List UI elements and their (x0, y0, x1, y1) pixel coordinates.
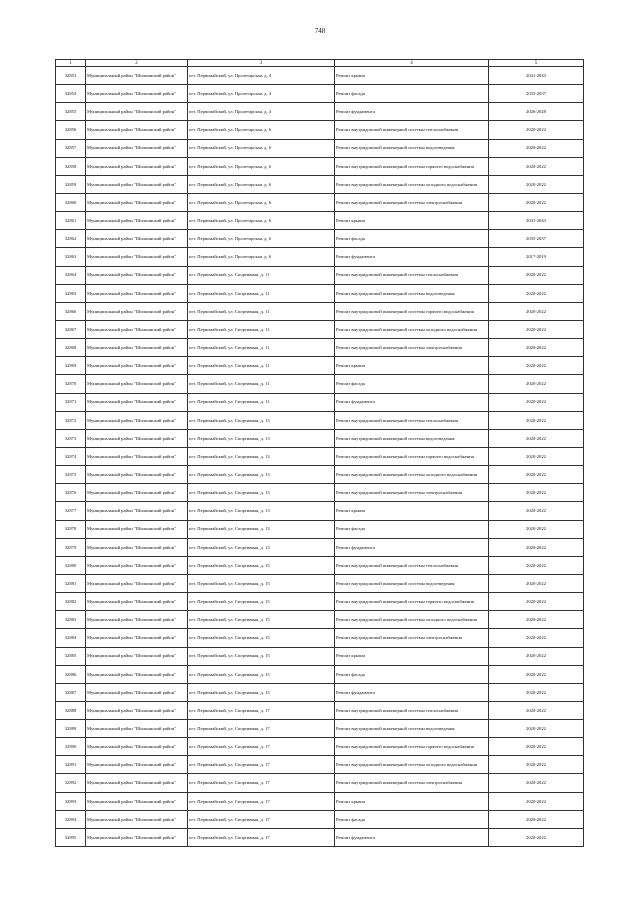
table-row (56, 611, 584, 629)
work-type-cell: Ремонт крыши (335, 67, 489, 85)
address-cell: пгт. Первомайский, ул. Пролетарская, д. 4 (188, 67, 335, 85)
period-cell: 2020-2022 (489, 320, 584, 338)
row-number-cell: 32890 (56, 738, 86, 756)
repair-schedule-table (55, 59, 584, 847)
table-row (56, 411, 584, 429)
row-number-cell: 32889 (56, 720, 86, 738)
work-type-cell: Ремонт внутридомовой инженерной системы электроснабжения (335, 774, 489, 792)
column-header: 1 (56, 60, 86, 67)
period-cell: 2020-2022 (489, 701, 584, 719)
municipality-cell: Муниципальный район "Шилкинский район" (86, 157, 188, 175)
work-type-cell: Ремонт фасада (335, 375, 489, 393)
table-row (56, 429, 584, 447)
work-type-cell: Ремонт фасада (335, 85, 489, 103)
municipality-cell: Муниципальный район "Шилкинский район" (86, 411, 188, 429)
address-cell: пгт. Первомайский, ул. Пролетарская, д. 6 (188, 157, 335, 175)
table-row (56, 357, 584, 375)
address-cell: пгт. Первомайский, ул. Спортивная, д. 15 (188, 556, 335, 574)
address-cell: пгт. Первомайский, ул. Спортивная, д. 15 (188, 593, 335, 611)
work-type-cell: Ремонт внутридомовой инженерной системы электроснабжения (335, 629, 489, 647)
table-row (56, 67, 584, 85)
address-cell: пгт. Первомайский, ул. Спортивная, д. 13 (188, 520, 335, 538)
period-cell: 2020-2022 (489, 157, 584, 175)
work-type-cell: Ремонт внутридомовой инженерной системы холодного водоснабжения (335, 611, 489, 629)
municipality-cell: Муниципальный район "Шилкинский район" (86, 302, 188, 320)
municipality-cell: Муниципальный район "Шилкинский район" (86, 611, 188, 629)
address-cell: пгт. Первомайский, ул. Спортивная, д. 17 (188, 810, 335, 828)
work-type-cell: Ремонт внутридомовой инженерной системы горячего водоснабжения (335, 447, 489, 465)
period-cell: 2020-2022 (489, 466, 584, 484)
address-cell: пгт. Первомайский, ул. Спортивная, д. 17 (188, 828, 335, 846)
period-cell: 2020-2022 (489, 756, 584, 774)
period-cell: 2020-2022 (489, 556, 584, 574)
work-type-cell: Ремонт крыши (335, 647, 489, 665)
address-cell: пгт. Первомайский, ул. Спортивная, д. 17 (188, 756, 335, 774)
table-row (56, 175, 584, 193)
municipality-cell: Муниципальный район "Шилкинский район" (86, 121, 188, 139)
column-header: 2 (86, 60, 188, 67)
row-number-cell: 32887 (56, 683, 86, 701)
work-type-cell: Ремонт внутридомовой инженерной системы теплоснабжения (335, 411, 489, 429)
row-number-cell: 32880 (56, 556, 86, 574)
row-number-cell: 32871 (56, 393, 86, 411)
municipality-cell: Муниципальный район "Шилкинский район" (86, 810, 188, 828)
work-type-cell: Ремонт внутридомовой инженерной системы теплоснабжения (335, 556, 489, 574)
table-row (56, 103, 584, 121)
table-row (56, 447, 584, 465)
table-row (56, 647, 584, 665)
row-number-cell: 32857 (56, 139, 86, 157)
row-number-cell: 32854 (56, 85, 86, 103)
period-cell: 2020-2022 (489, 810, 584, 828)
column-header: 3 (188, 60, 335, 67)
municipality-cell: Муниципальный район "Шилкинский район" (86, 574, 188, 592)
municipality-cell: Муниципальный район "Шилкинский район" (86, 792, 188, 810)
work-type-cell: Ремонт внутридомовой инженерной системы теплоснабжения (335, 266, 489, 284)
address-cell: пгт. Первомайский, ул. Спортивная, д. 17 (188, 792, 335, 810)
table-row (56, 738, 584, 756)
period-cell: 2020-2022 (489, 193, 584, 211)
work-type-cell: Ремонт внутридомовой инженерной системы горячего водоснабжения (335, 593, 489, 611)
period-cell: 2020-2022 (489, 411, 584, 429)
municipality-cell: Муниципальный район "Шилкинский район" (86, 339, 188, 357)
address-cell: пгт. Первомайский, ул. Пролетарская, д. 6 (188, 248, 335, 266)
row-number-cell: 32877 (56, 502, 86, 520)
period-cell: 2020-2022 (489, 629, 584, 647)
municipality-cell: Муниципальный район "Шилкинский район" (86, 393, 188, 411)
address-cell: пгт. Первомайский, ул. Пролетарская, д. 6 (188, 212, 335, 230)
address-cell: пгт. Первомайский, ул. Спортивная, д. 17 (188, 701, 335, 719)
period-cell: 2020-2022 (489, 121, 584, 139)
address-cell: пгт. Первомайский, ул. Спортивная, д. 13 (188, 538, 335, 556)
work-type-cell: Ремонт фундамента (335, 248, 489, 266)
municipality-cell: Муниципальный район "Шилкинский район" (86, 429, 188, 447)
table-row (56, 393, 584, 411)
work-type-cell: Ремонт внутридомовой инженерной системы водоотведения (335, 720, 489, 738)
period-cell: 2020-2022 (489, 720, 584, 738)
address-cell: пгт. Первомайский, ул. Спортивная, д. 15 (188, 683, 335, 701)
row-number-cell: 32895 (56, 828, 86, 846)
address-cell: пгт. Первомайский, ул. Спортивная, д. 15 (188, 629, 335, 647)
address-cell: пгт. Первомайский, ул. Пролетарская, д. 6 (188, 230, 335, 248)
work-type-cell: Ремонт внутридомовой инженерной системы электроснабжения (335, 193, 489, 211)
municipality-cell: Муниципальный район "Шилкинский район" (86, 683, 188, 701)
address-cell: пгт. Первомайский, ул. Пролетарская, д. 6 (188, 175, 335, 193)
municipality-cell: Муниципальный район "Шилкинский район" (86, 248, 188, 266)
work-type-cell: Ремонт фундамента (335, 393, 489, 411)
row-number-cell: 32858 (56, 157, 86, 175)
municipality-cell: Муниципальный район "Шилкинский район" (86, 139, 188, 157)
period-cell: 2020-2022 (489, 828, 584, 846)
address-cell: пгт. Первомайский, ул. Спортивная, д. 11 (188, 393, 335, 411)
table-row (56, 121, 584, 139)
municipality-cell: Муниципальный район "Шилкинский район" (86, 484, 188, 502)
period-cell: 2020-2022 (489, 175, 584, 193)
work-type-cell: Ремонт внутридомовой инженерной системы холодного водоснабжения (335, 466, 489, 484)
row-number-cell: 32867 (56, 320, 86, 338)
address-cell: пгт. Первомайский, ул. Спортивная, д. 15 (188, 647, 335, 665)
table-row (56, 810, 584, 828)
period-cell: 2020-2022 (489, 538, 584, 556)
municipality-cell: Муниципальный район "Шилкинский район" (86, 212, 188, 230)
table-row (56, 665, 584, 683)
row-number-cell: 32862 (56, 230, 86, 248)
address-cell: пгт. Первомайский, ул. Спортивная, д. 11 (188, 266, 335, 284)
municipality-cell: Муниципальный район "Шилкинский район" (86, 357, 188, 375)
address-cell: пгт. Первомайский, ул. Спортивная, д. 11 (188, 320, 335, 338)
work-type-cell: Ремонт крыши (335, 792, 489, 810)
work-type-cell: Ремонт фасада (335, 230, 489, 248)
row-number-cell: 32866 (56, 302, 86, 320)
table-row (56, 538, 584, 556)
table-row (56, 484, 584, 502)
table-row (56, 284, 584, 302)
work-type-cell: Ремонт внутридомовой инженерной системы горячего водоснабжения (335, 738, 489, 756)
row-number-cell: 32861 (56, 212, 86, 230)
work-type-cell: Ремонт внутридомовой инженерной системы водоотведения (335, 139, 489, 157)
municipality-cell: Муниципальный район "Шилкинский район" (86, 447, 188, 465)
period-cell: 2020-2022 (489, 792, 584, 810)
municipality-cell: Муниципальный район "Шилкинский район" (86, 103, 188, 121)
municipality-cell: Муниципальный район "Шилкинский район" (86, 774, 188, 792)
address-cell: пгт. Первомайский, ул. Спортивная, д. 13 (188, 484, 335, 502)
municipality-cell: Муниципальный район "Шилкинский район" (86, 502, 188, 520)
table-row (56, 339, 584, 357)
table-row (56, 139, 584, 157)
table-row (56, 502, 584, 520)
municipality-cell: Муниципальный район "Шилкинский район" (86, 320, 188, 338)
table-row (56, 212, 584, 230)
address-cell: пгт. Первомайский, ул. Пролетарская, д. 4 (188, 103, 335, 121)
period-cell: 2020-2022 (489, 302, 584, 320)
row-number-cell: 32860 (56, 193, 86, 211)
address-cell: пгт. Первомайский, ул. Пролетарская, д. 6 (188, 139, 335, 157)
municipality-cell: Муниципальный район "Шилкинский район" (86, 701, 188, 719)
address-cell: пгт. Первомайский, ул. Спортивная, д. 11 (188, 284, 335, 302)
row-number-cell: 32874 (56, 447, 86, 465)
address-cell: пгт. Первомайский, ул. Спортивная, д. 15 (188, 574, 335, 592)
work-type-cell: Ремонт внутридомовой инженерной системы электроснабжения (335, 339, 489, 357)
municipality-cell: Муниципальный район "Шилкинский район" (86, 193, 188, 211)
table-row (56, 375, 584, 393)
period-cell: 2020-2022 (489, 738, 584, 756)
table-row (56, 828, 584, 846)
work-type-cell: Ремонт внутридомовой инженерной системы водоотведения (335, 429, 489, 447)
page-number: 748 (314, 27, 326, 35)
period-cell: 2041-2043 (489, 67, 584, 85)
row-number-cell: 32870 (56, 375, 86, 393)
table-row (56, 320, 584, 338)
row-number-cell: 32892 (56, 774, 86, 792)
row-number-cell: 32865 (56, 284, 86, 302)
table-row (56, 701, 584, 719)
row-number-cell: 32863 (56, 248, 86, 266)
work-type-cell: Ремонт внутридомовой инженерной системы горячего водоснабжения (335, 157, 489, 175)
municipality-cell: Муниципальный район "Шилкинский район" (86, 230, 188, 248)
work-type-cell: Ремонт фундамента (335, 828, 489, 846)
table-row (56, 756, 584, 774)
period-cell: 2017-2019 (489, 248, 584, 266)
work-type-cell: Ремонт внутридомовой инженерной системы горячего водоснабжения (335, 302, 489, 320)
municipality-cell: Муниципальный район "Шилкинский район" (86, 284, 188, 302)
row-number-cell: 32859 (56, 175, 86, 193)
address-cell: пгт. Первомайский, ул. Спортивная, д. 11 (188, 357, 335, 375)
row-number-cell: 32891 (56, 756, 86, 774)
address-cell: пгт. Первомайский, ул. Пролетарская, д. 6 (188, 121, 335, 139)
table-row (56, 248, 584, 266)
row-number-cell: 32893 (56, 792, 86, 810)
address-cell: пгт. Первомайский, ул. Спортивная, д. 11 (188, 339, 335, 357)
row-number-cell: 32884 (56, 629, 86, 647)
municipality-cell: Муниципальный район "Шилкинский район" (86, 647, 188, 665)
municipality-cell: Муниципальный район "Шилкинский район" (86, 375, 188, 393)
period-cell: 2020-2022 (489, 593, 584, 611)
work-type-cell: Ремонт внутридомовой инженерной системы холодного водоснабжения (335, 175, 489, 193)
row-number-cell: 32856 (56, 121, 86, 139)
table-body (56, 67, 584, 847)
work-type-cell: Ремонт фундамента (335, 538, 489, 556)
address-cell: пгт. Первомайский, ул. Спортивная, д. 13 (188, 447, 335, 465)
period-cell: 2020-2022 (489, 665, 584, 683)
municipality-cell: Муниципальный район "Шилкинский район" (86, 720, 188, 738)
row-number-cell: 32885 (56, 647, 86, 665)
work-type-cell: Ремонт внутридомовой инженерной системы водоотведения (335, 574, 489, 592)
row-number-cell: 32878 (56, 520, 86, 538)
row-number-cell: 32876 (56, 484, 86, 502)
period-cell: 2020-2022 (489, 357, 584, 375)
municipality-cell: Муниципальный район "Шилкинский район" (86, 538, 188, 556)
period-cell: 2020-2022 (489, 520, 584, 538)
period-cell: 2035-2037 (489, 230, 584, 248)
table-row (56, 466, 584, 484)
table-row (56, 720, 584, 738)
row-number-cell: 32879 (56, 538, 86, 556)
table-row (56, 774, 584, 792)
table-row (56, 683, 584, 701)
row-number-cell: 32873 (56, 429, 86, 447)
address-cell: пгт. Первомайский, ул. Спортивная, д. 13 (188, 429, 335, 447)
row-number-cell: 32886 (56, 665, 86, 683)
work-type-cell: Ремонт фасада (335, 665, 489, 683)
address-cell: пгт. Первомайский, ул. Спортивная, д. 15 (188, 665, 335, 683)
municipality-cell: Муниципальный район "Шилкинский район" (86, 665, 188, 683)
municipality-cell: Муниципальный район "Шилкинский район" (86, 175, 188, 193)
table-row (56, 629, 584, 647)
municipality-cell: Муниципальный район "Шилкинский район" (86, 466, 188, 484)
row-number-cell: 32888 (56, 701, 86, 719)
address-cell: пгт. Первомайский, ул. Спортивная, д. 13 (188, 411, 335, 429)
address-cell: пгт. Первомайский, ул. Пролетарская, д. 4 (188, 85, 335, 103)
municipality-cell: Муниципальный район "Шилкинский район" (86, 520, 188, 538)
address-cell: пгт. Первомайский, ул. Спортивная, д. 13 (188, 466, 335, 484)
address-cell: пгт. Первомайский, ул. Спортивная, д. 17 (188, 774, 335, 792)
column-header: 4 (335, 60, 489, 67)
table-row (56, 302, 584, 320)
municipality-cell: Муниципальный район "Шилкинский район" (86, 556, 188, 574)
work-type-cell: Ремонт внутридомовой инженерной системы теплоснабжения (335, 121, 489, 139)
period-cell: 2020-2022 (489, 502, 584, 520)
municipality-cell: Муниципальный район "Шилкинский район" (86, 67, 188, 85)
period-cell: 2020-2022 (489, 266, 584, 284)
row-number-cell: 32868 (56, 339, 86, 357)
table-row (56, 556, 584, 574)
period-cell: 2020-2022 (489, 284, 584, 302)
municipality-cell: Муниципальный район "Шилкинский район" (86, 629, 188, 647)
table-header-row (56, 60, 584, 67)
table-row (56, 157, 584, 175)
row-number-cell: 32869 (56, 357, 86, 375)
period-cell: 2020-2022 (489, 484, 584, 502)
work-type-cell: Ремонт внутридомовой инженерной системы холодного водоснабжения (335, 756, 489, 774)
address-cell: пгт. Первомайский, ул. Спортивная, д. 11 (188, 302, 335, 320)
municipality-cell: Муниципальный район "Шилкинский район" (86, 828, 188, 846)
column-header: 5 (489, 60, 584, 67)
row-number-cell: 32853 (56, 67, 86, 85)
period-cell: 2020-2022 (489, 375, 584, 393)
municipality-cell: Муниципальный район "Шилкинский район" (86, 85, 188, 103)
address-cell: пгт. Первомайский, ул. Спортивная, д. 15 (188, 611, 335, 629)
work-type-cell: Ремонт крыши (335, 212, 489, 230)
row-number-cell: 32882 (56, 593, 86, 611)
table-row (56, 520, 584, 538)
table-row (56, 85, 584, 103)
municipality-cell: Муниципальный район "Шилкинский район" (86, 593, 188, 611)
table-row (56, 230, 584, 248)
row-number-cell: 32881 (56, 574, 86, 592)
period-cell: 2020-2022 (489, 574, 584, 592)
period-cell: 2020-2022 (489, 393, 584, 411)
row-number-cell: 32883 (56, 611, 86, 629)
work-type-cell: Ремонт внутридомовой инженерной системы теплоснабжения (335, 701, 489, 719)
table-row (56, 266, 584, 284)
address-cell: пгт. Первомайский, ул. Спортивная, д. 17 (188, 738, 335, 756)
period-cell: 2020-2022 (489, 774, 584, 792)
row-number-cell: 32872 (56, 411, 86, 429)
period-cell: 2020-2022 (489, 447, 584, 465)
period-cell: 2035-2037 (489, 85, 584, 103)
work-type-cell: Ремонт фасада (335, 520, 489, 538)
period-cell: 2041-2043 (489, 212, 584, 230)
period-cell: 2026-2028 (489, 103, 584, 121)
work-type-cell: Ремонт крыши (335, 357, 489, 375)
table-row (56, 792, 584, 810)
municipality-cell: Муниципальный район "Шилкинский район" (86, 756, 188, 774)
municipality-cell: Муниципальный район "Шилкинский район" (86, 266, 188, 284)
municipality-cell: Муниципальный район "Шилкинский район" (86, 738, 188, 756)
work-type-cell: Ремонт фасада (335, 810, 489, 828)
period-cell: 2020-2022 (489, 611, 584, 629)
work-type-cell: Ремонт фундамента (335, 103, 489, 121)
address-cell: пгт. Первомайский, ул. Спортивная, д. 17 (188, 720, 335, 738)
work-type-cell: Ремонт крыши (335, 502, 489, 520)
period-cell: 2020-2022 (489, 647, 584, 665)
table-row (56, 593, 584, 611)
table-row (56, 193, 584, 211)
work-type-cell: Ремонт внутридомовой инженерной системы водоотведения (335, 284, 489, 302)
table-row (56, 574, 584, 592)
work-type-cell: Ремонт внутридомовой инженерной системы электроснабжения (335, 484, 489, 502)
work-type-cell: Ремонт внутридомовой инженерной системы холодного водоснабжения (335, 320, 489, 338)
row-number-cell: 32864 (56, 266, 86, 284)
period-cell: 2020-2022 (489, 339, 584, 357)
row-number-cell: 32894 (56, 810, 86, 828)
address-cell: пгт. Первомайский, ул. Спортивная, д. 13 (188, 502, 335, 520)
address-cell: пгт. Первомайский, ул. Спортивная, д. 11 (188, 375, 335, 393)
work-type-cell: Ремонт фундамента (335, 683, 489, 701)
row-number-cell: 32855 (56, 103, 86, 121)
period-cell: 2020-2022 (489, 139, 584, 157)
address-cell: пгт. Первомайский, ул. Пролетарская, д. 6 (188, 193, 335, 211)
row-number-cell: 32875 (56, 466, 86, 484)
period-cell: 2020-2022 (489, 429, 584, 447)
period-cell: 2020-2022 (489, 683, 584, 701)
